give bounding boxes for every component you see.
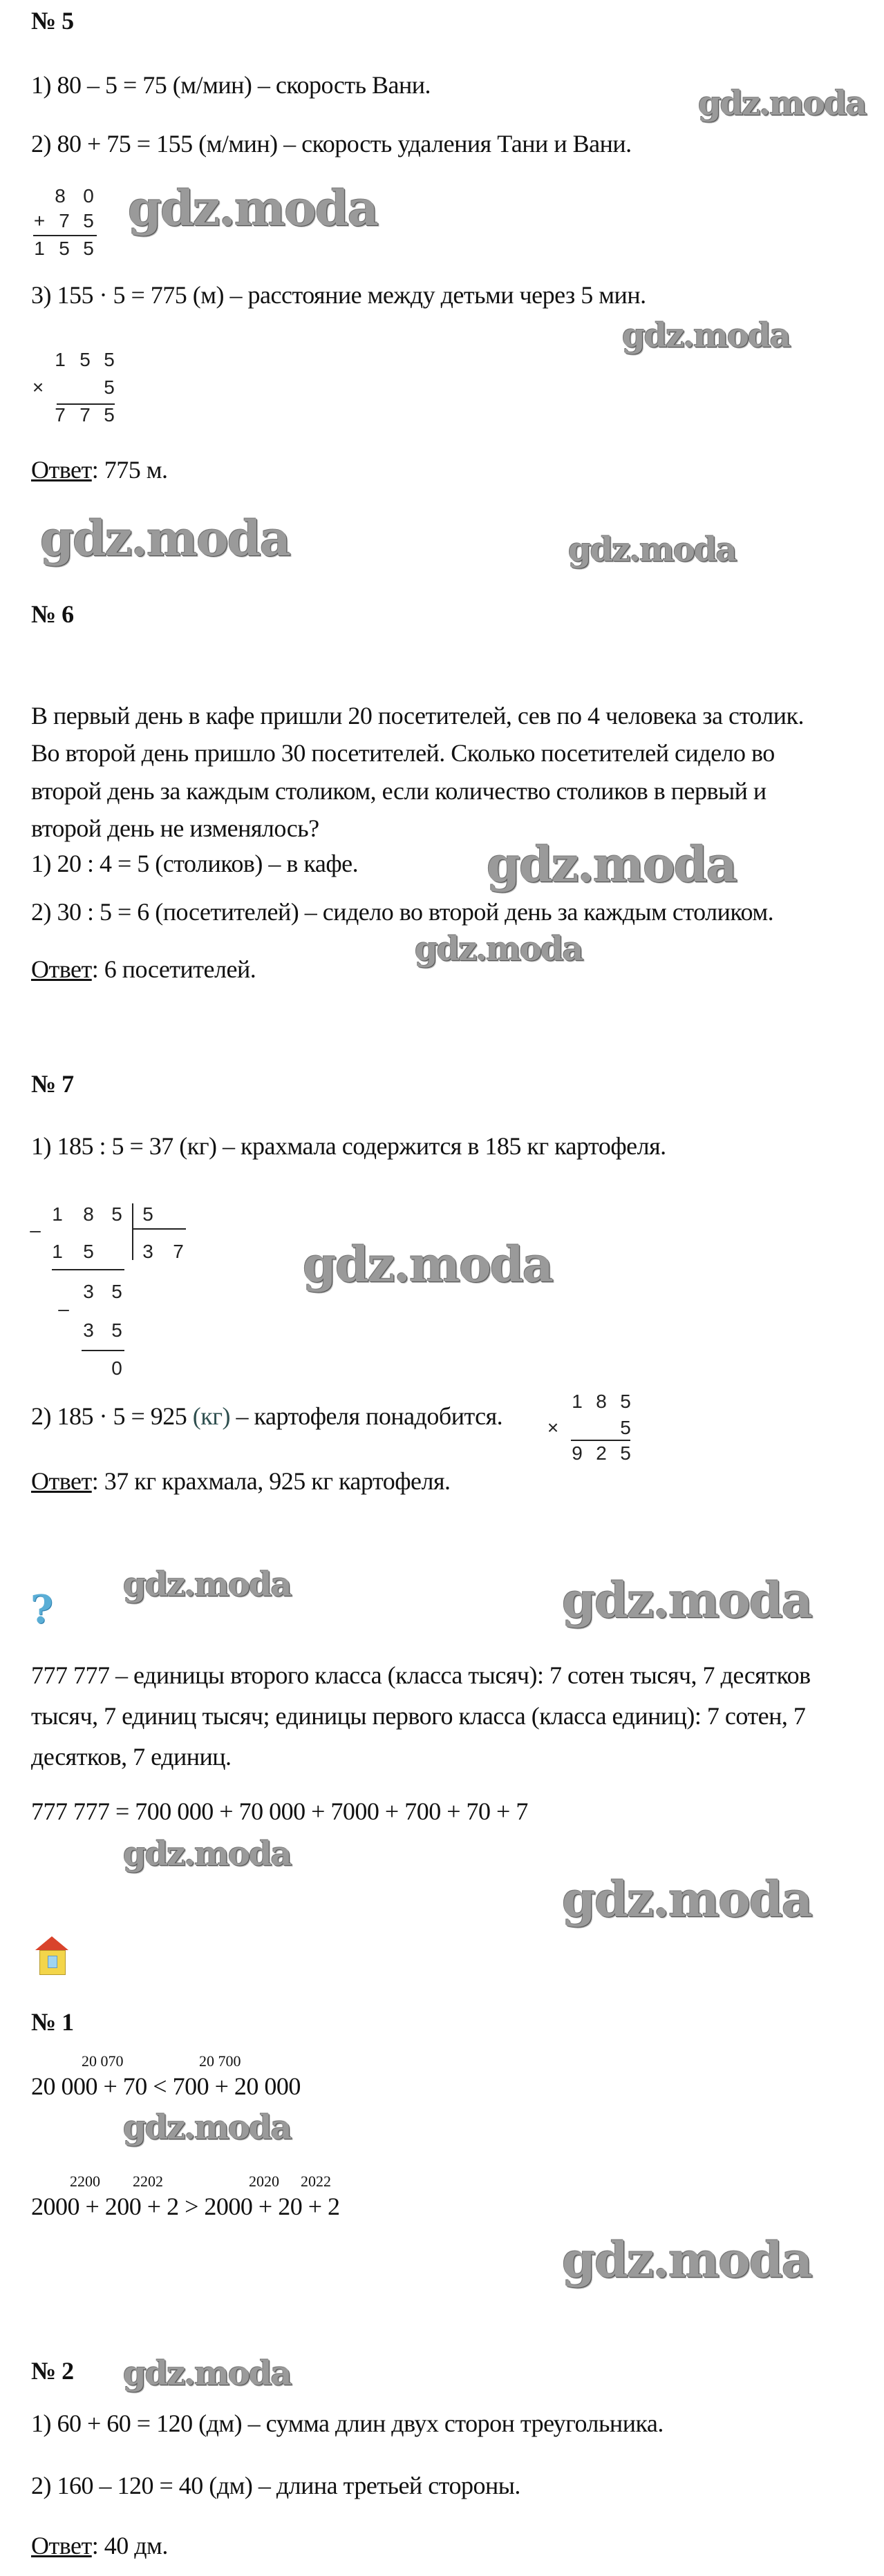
task-7-title: № 7 bbox=[31, 1070, 74, 1098]
task-6-answer bbox=[31, 954, 256, 984]
problem-line: Во второй день пришло 30 посетителей. Сколько посетителей сидело во bbox=[31, 739, 775, 767]
intermediate-value: 2020 bbox=[249, 2173, 279, 2190]
digit: 0 bbox=[111, 1357, 122, 1379]
division-bar bbox=[132, 1203, 133, 1260]
intermediate-value: 2022 bbox=[301, 2173, 331, 2190]
task-5-answer bbox=[31, 455, 168, 485]
home-task-2-step-2: 2) 160 – 120 = 40 (дм) – длина третьей стороны. bbox=[31, 2472, 520, 2499]
home-task-2-answer bbox=[31, 2530, 168, 2561]
question-line: тысяч, 7 единиц тысяч; единицы первого класса (класса единиц): 7 сотен, 7 bbox=[31, 1702, 806, 1730]
digit: 5 bbox=[83, 210, 94, 231]
unit: (кг) bbox=[192, 1402, 231, 1430]
watermark: gdz.moda bbox=[562, 1871, 812, 1928]
answer-value: : 775 м. bbox=[91, 456, 168, 484]
digit: 5 bbox=[111, 1281, 122, 1302]
digit: 5 bbox=[83, 238, 94, 259]
digit: 5 bbox=[620, 1442, 631, 1464]
watermark: gdz.moda bbox=[698, 84, 866, 123]
digit: 5 bbox=[111, 1319, 122, 1341]
answer-label: Ответ bbox=[31, 955, 92, 983]
watermark: gdz.moda bbox=[123, 1835, 291, 1873]
watermark: gdz.moda bbox=[622, 316, 790, 355]
task-7-step-1: 1) 185 : 5 = 37 (кг) – крахмала содержится в 185 кг картофеля. bbox=[31, 1132, 666, 1160]
intermediate-value: 2200 bbox=[70, 2173, 100, 2190]
problem-line: второй день за каждым столиком, если количество столиков в первый и bbox=[31, 777, 767, 805]
divisor: 5 bbox=[142, 1203, 153, 1225]
task-7-step-2 bbox=[31, 1401, 502, 1431]
step-text: 2) 185 · 5 = 925 bbox=[31, 1402, 193, 1430]
digit: 5 bbox=[59, 238, 70, 259]
digit: 5 bbox=[79, 349, 91, 370]
plus-sign: + bbox=[33, 210, 46, 231]
watermark: gdz.moda bbox=[40, 510, 290, 567]
watermark: gdz.moda bbox=[487, 836, 737, 893]
digit: 5 bbox=[104, 376, 115, 398]
times-sign: × bbox=[547, 1417, 559, 1438]
watermark: gdz.moda bbox=[128, 180, 378, 237]
watermark: gdz.moda bbox=[415, 930, 583, 969]
digit: 8 bbox=[596, 1391, 607, 1412]
digit: 3 bbox=[83, 1281, 94, 1302]
watermark: gdz.moda bbox=[123, 2108, 291, 2147]
digit: 5 bbox=[620, 1417, 631, 1438]
watermark: gdz.moda bbox=[562, 2231, 812, 2289]
house-icon bbox=[31, 1936, 73, 1976]
comparison-2: 2000 + 200 + 2 > 2000 + 20 + 2 bbox=[31, 2193, 340, 2220]
digit: 9 bbox=[572, 1442, 583, 1464]
answer-label: Ответ bbox=[31, 456, 92, 484]
question-line: 777 777 – единицы второго класса (класса тысяч): 7 сотен тысяч, 7 десятков bbox=[31, 1661, 811, 1689]
problem-line: второй день не изменялось? bbox=[31, 814, 319, 842]
watermark: gdz.moda bbox=[123, 1565, 291, 1604]
times-sign: × bbox=[32, 376, 44, 398]
digit: 5 bbox=[111, 1203, 122, 1225]
digit: 7 bbox=[79, 404, 91, 426]
product-line bbox=[571, 1440, 630, 1441]
subtraction-line bbox=[82, 1350, 124, 1351]
answer-label: Ответ bbox=[31, 1467, 92, 1495]
question-line: десятков, 7 единиц. bbox=[31, 1743, 232, 1771]
digit: 5 bbox=[104, 404, 115, 426]
digit: 5 bbox=[620, 1391, 631, 1412]
intermediate-value: 20 070 bbox=[82, 2052, 124, 2070]
task-6-title: № 6 bbox=[31, 600, 74, 628]
problem-line: В первый день в кафе пришли 20 посетителей, сев по 4 человека за столик. bbox=[31, 702, 804, 729]
digit: 5 bbox=[104, 349, 115, 370]
answer-label: Ответ bbox=[31, 2532, 92, 2559]
digit: 1 bbox=[52, 1203, 63, 1225]
digit: 7 bbox=[59, 210, 70, 231]
watermark: gdz.moda bbox=[568, 531, 736, 569]
digit: 1 bbox=[52, 1241, 63, 1262]
task-6-step-2: 2) 30 : 5 = 6 (посетителей) – сидело во второй день за каждым столиком. bbox=[31, 898, 774, 926]
sum-line bbox=[33, 235, 97, 236]
digit: 3 bbox=[83, 1319, 94, 1341]
answer-value: : 37 кг крахмала, 925 кг картофеля. bbox=[91, 1467, 451, 1495]
minus-sign: – bbox=[58, 1298, 69, 1319]
digit: 1 bbox=[572, 1391, 583, 1412]
digit: 5 bbox=[83, 1241, 94, 1262]
answer-value: : 40 дм. bbox=[91, 2532, 168, 2559]
digit: 8 bbox=[83, 1203, 94, 1225]
watermark: gdz.moda bbox=[562, 1572, 812, 1629]
answer-value: : 6 посетителей. bbox=[91, 955, 256, 983]
digit: 1 bbox=[34, 238, 45, 259]
task-6-step-1: 1) 20 : 4 = 5 (столиков) – в кафе. bbox=[31, 850, 359, 877]
question-mark-icon: ? bbox=[30, 1587, 53, 1632]
intermediate-value: 20 700 bbox=[199, 2052, 241, 2070]
intermediate-value: 2202 bbox=[133, 2173, 163, 2190]
task-5-step-2: 2) 80 + 75 = 155 (м/мин) – скорость удаления Тани и Вани. bbox=[31, 130, 632, 158]
digit: 0 bbox=[83, 185, 94, 207]
divisor-line bbox=[132, 1228, 186, 1230]
watermark: gdz.moda bbox=[303, 1236, 553, 1293]
comparison-1: 20 000 + 70 < 700 + 20 000 bbox=[31, 2072, 301, 2100]
task-5-title: № 5 bbox=[31, 7, 74, 35]
subtraction-line bbox=[52, 1269, 124, 1270]
number-expansion: 777 777 = 700 000 + 70 000 + 7000 + 700 + 70 + 7 bbox=[31, 1797, 528, 1825]
digit: 8 bbox=[55, 185, 66, 207]
digit: 7 bbox=[55, 404, 66, 426]
digit: 1 bbox=[55, 349, 66, 370]
watermark: gdz.moda bbox=[123, 2354, 291, 2393]
digit: 2 bbox=[596, 1442, 607, 1464]
home-task-2-step-1: 1) 60 + 60 = 120 (дм) – сумма длин двух сторон треугольника. bbox=[31, 2410, 664, 2437]
quotient-digit: 3 bbox=[142, 1241, 153, 1262]
minus-sign: – bbox=[30, 1219, 41, 1241]
quotient-digit: 7 bbox=[173, 1241, 184, 1262]
task-7-answer bbox=[31, 1466, 451, 1496]
task-5-step-3: 3) 155 · 5 = 775 (м) – расстояние между детьми через 5 мин. bbox=[31, 281, 646, 309]
task-5-step-1: 1) 80 – 5 = 75 (м/мин) – скорость Вани. bbox=[31, 71, 431, 99]
home-task-1-title: № 1 bbox=[31, 2008, 74, 2036]
step-text: – картофеля понадобится. bbox=[230, 1402, 503, 1430]
home-task-2-title: № 2 bbox=[31, 2357, 74, 2385]
